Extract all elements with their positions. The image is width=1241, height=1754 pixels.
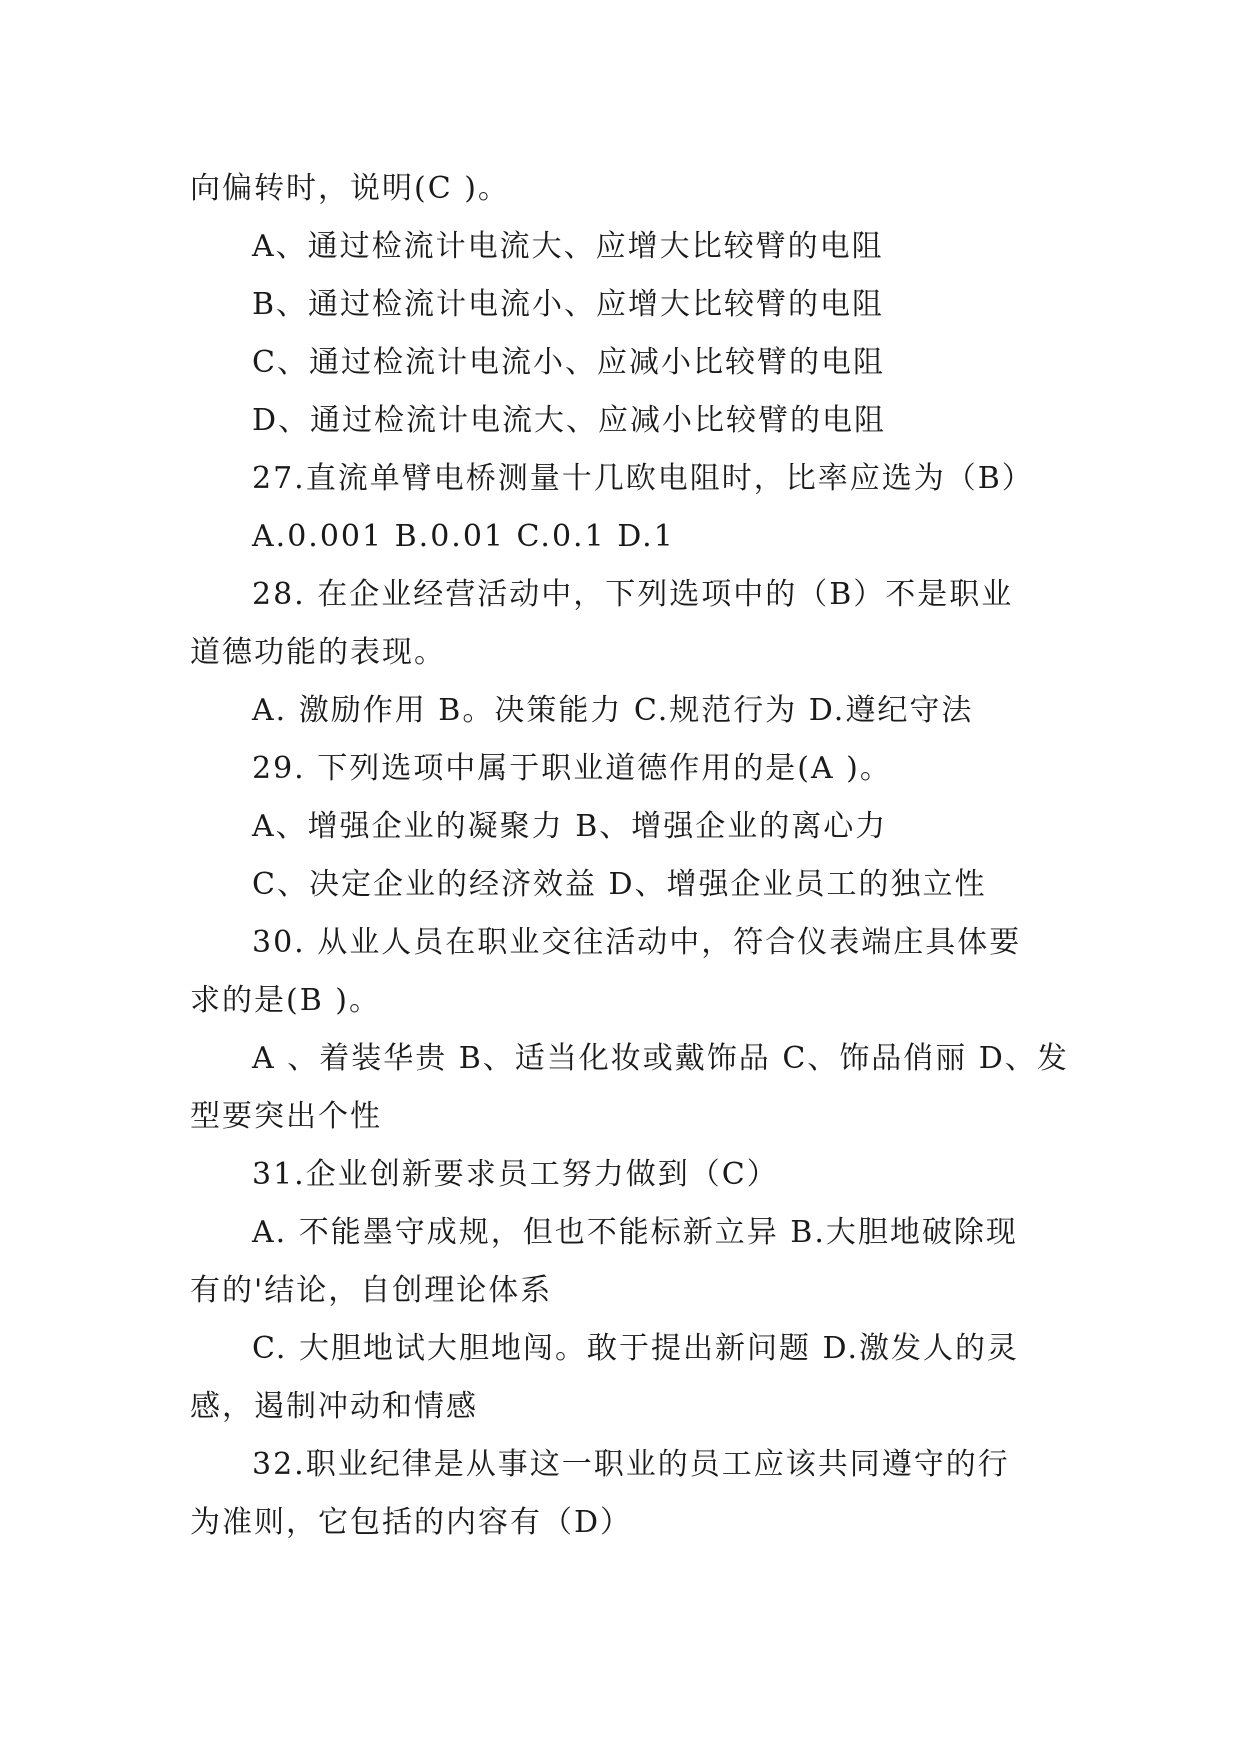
text-line: 道德功能的表现。 (190, 635, 446, 670)
question-27: 27.直流单臂电桥测量十几欧电阻时，比率应选为（B） (252, 461, 1034, 496)
text-line: 向偏转时，说明(C )。 (190, 171, 510, 206)
text-line: A 、着装华贵 B、适当化妆或戴饰品 C、饰品俏丽 D、发 (252, 1041, 1069, 1076)
text-line: 有的'结论，自创理论体系 (190, 1273, 553, 1308)
text-line: A、增强企业的凝聚力 B、增强企业的离心力 (252, 809, 888, 844)
text-line: A.0.001 B.0.01 C.0.1 D.1 (252, 519, 675, 554)
text-line: 求的是(B )。 (190, 983, 381, 1018)
question-29: 29. 下列选项中属于职业道德作用的是(A )。 (252, 751, 892, 786)
text-line: C. 大胆地试大胆地闯。敢于提出新问题 D.激发人的灵 (252, 1331, 1020, 1366)
text-line: A. 不能墨守成规，但也不能标新立异 B.大胆地破除现 (252, 1215, 1018, 1250)
text-line: A. 激励作用 B。决策能力 C.规范行为 D.遵纪守法 (252, 693, 974, 728)
question-30: 30. 从业人员在职业交往活动中，符合仪表端庄具体要 (252, 925, 1022, 960)
text-line: 型要突出个性 (190, 1099, 382, 1134)
text-line: A、通过检流计电流大、应增大比较臂的电阻 (252, 229, 884, 264)
question-31: 31.企业创新要求员工努力做到（C） (252, 1157, 779, 1192)
text-line: C、决定企业的经济效益 D、增强企业员工的独立性 (252, 867, 987, 902)
text-line: 感，遏制冲动和情感 (190, 1389, 478, 1424)
document-body (190, 160, 1070, 1552)
text-line: 为准则，它包括的内容有（D） (190, 1505, 633, 1540)
text-line: C、通过检流计电流小、应减小比较臂的电阻 (252, 345, 885, 380)
question-32: 32.职业纪律是从事这一职业的员工应该共同遵守的行 (252, 1447, 1010, 1482)
text-line: B、通过检流计电流小、应增大比较臂的电阻 (252, 287, 885, 322)
question-28: 28. 在企业经营活动中，下列选项中的（B）不是职业 (252, 577, 1014, 612)
text-line: D、通过检流计电流大、应减小比较臂的电阻 (252, 403, 887, 438)
